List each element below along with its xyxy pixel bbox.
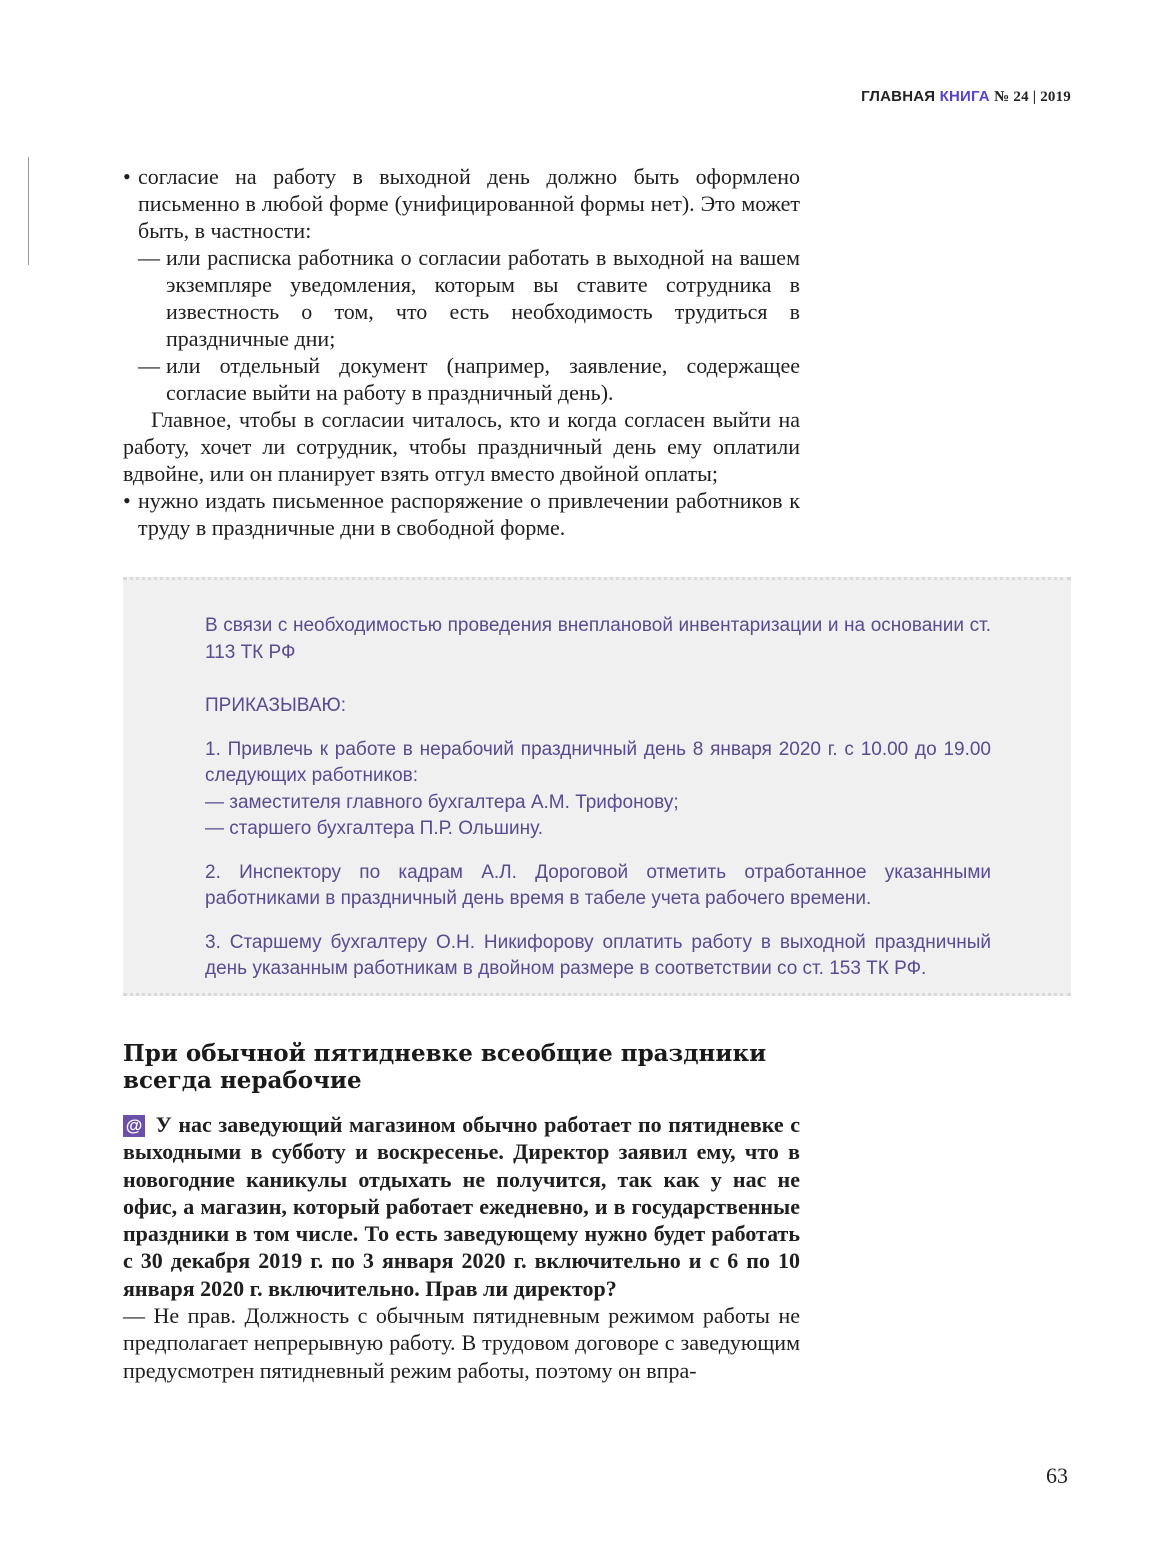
dash-marker: — bbox=[138, 245, 160, 270]
header-kniga: КНИГА bbox=[939, 88, 990, 105]
paragraph: Главное, чтобы в согласии читалось, кто и когда согласен выйти на работу, хочет ли сотрудник, чтобы праздничный день ему оплатили вдвойне, или он планирует взять отгул вместо двойной оплаты; bbox=[123, 407, 800, 486]
order-item-1b: — старшего бухгалтера П.Р. Ольшину. bbox=[205, 818, 544, 839]
bullet-text: нужно издать письменное распоряжение о привлечении работников к труду в праздничные дни в свободной форме. bbox=[138, 488, 800, 540]
qa-block bbox=[123, 1111, 800, 1384]
order-item-1: 1. Привлечь к работе в нерабочий праздничный день 8 января 2020 г. с 10.00 до 19.00 следующих работников: bbox=[205, 738, 991, 786]
dash-item bbox=[123, 352, 800, 406]
dash-marker: — bbox=[138, 353, 160, 378]
order-item-1a: — заместителя главного бухгалтера А.М. Трифонову; bbox=[205, 791, 679, 813]
order-preamble: В связи с необходимостью проведения внеплановой инвентаризации и на основании ст. 113 ТК РФ bbox=[205, 615, 991, 663]
dash-item bbox=[123, 244, 800, 352]
at-sign-icon: @ bbox=[123, 1115, 145, 1137]
answer-text: — Не прав. Должность с обычным пятидневным режимом работы не предполагает непрерывную работу. В трудовом договоре с заведующим предусмотрен пятидневный режим работы, поэтому он впра- bbox=[123, 1303, 800, 1383]
order-item-3: 3. Старшему бухгалтеру О.Н. Никифорову оплатить работу в выходной праздничный день указанным работникам в двойном размере в соответствии со ст. 153 ТК РФ. bbox=[205, 931, 991, 979]
page-number: 63 bbox=[1046, 1463, 1068, 1488]
order-text bbox=[205, 613, 991, 983]
order-item-2: 2. Инспектору по кадрам А.Л. Дороговой отметить отработанное указанными работниками в праздничный день время в табеле учета рабочего времени. bbox=[205, 861, 991, 909]
bullet-item bbox=[123, 487, 800, 541]
order-command: ПРИКАЗЫВАЮ: bbox=[205, 695, 346, 716]
header-glavnaya: ГЛАВНАЯ bbox=[861, 88, 936, 105]
header-issue: № 24 | 2019 bbox=[994, 89, 1071, 105]
margin-rule bbox=[28, 157, 29, 265]
running-header bbox=[861, 88, 1071, 106]
dash-text: или отдельный документ (например, заявление, содержащее согласие выйти на работу в праздничный день). bbox=[166, 353, 800, 405]
order-sample-box bbox=[123, 577, 1071, 996]
section-heading: При обычной пятидневке всеобщие праздники всегда нерабочие bbox=[123, 1040, 767, 1094]
question bbox=[123, 1111, 800, 1302]
bullet-text: согласие на работу в выходной день должно быть оформлено письменно в любой форме (унифицированной формы нет). Это может быть, в частности: bbox=[138, 164, 800, 243]
bullet-marker: • bbox=[123, 164, 131, 189]
intro-text bbox=[123, 163, 800, 541]
dash-text: или расписка работника о согласии работать в выходной на вашем экземпляре уведомления, которым вы ставите сотрудника в известность о том, что есть необходимость трудиться в праздничные дни; bbox=[166, 245, 800, 351]
question-text: У нас заведующий магазином обычно работает по пятидневке с выходными в субботу и воскресенье. Директор заявил ему, что в новогодние каникулы отдыхать не получится, так как у нас не офис, а магазин, который работает ежедневно, и в государственные праздники в том числе. То есть заведующему нужно будет работать с 30 декабря 2019 г. по 3 января 2020 г. включительно и с 6 по 10 января 2020 г. включительно. Прав ли директор? bbox=[123, 1112, 801, 1301]
bullet-item bbox=[123, 163, 800, 244]
bullet-marker: • bbox=[123, 488, 131, 513]
